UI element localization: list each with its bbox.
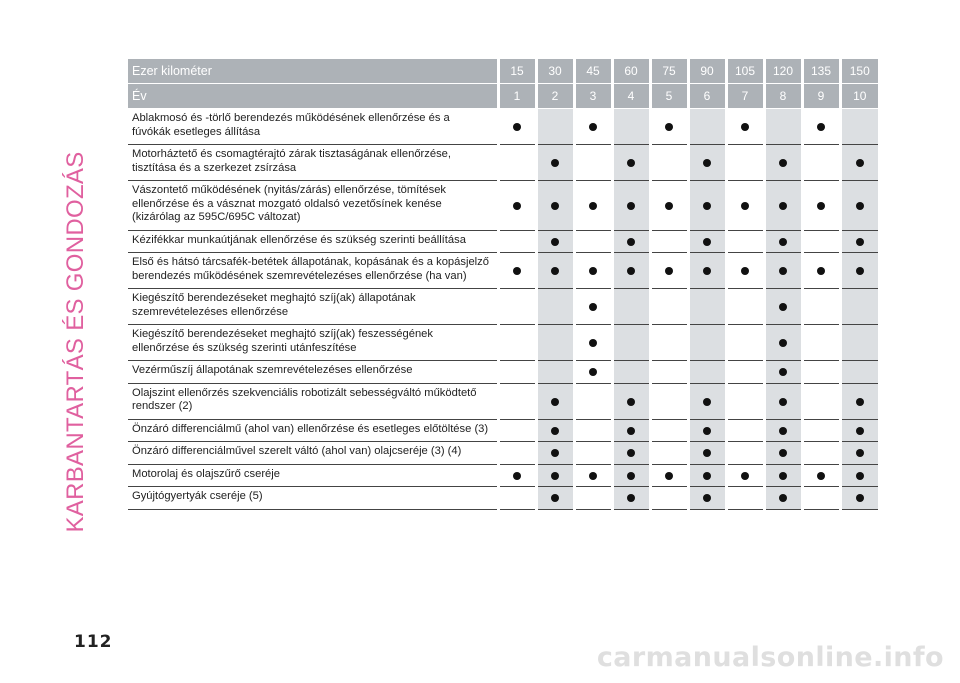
interval-cell — [612, 361, 650, 384]
check-dot-icon — [627, 427, 635, 435]
interval-cell — [802, 230, 840, 253]
section-title: KARBANTARTÁS ÉS GONDOZÁS — [62, 151, 89, 533]
table-row — [128, 109, 878, 145]
task-description: Első és hátsó tárcsafék-betétek állapotának, kopásának és a kopásjelző berendezés működésének szemrevételezéses ellenőrzése (ha van) — [128, 253, 498, 289]
interval-cell — [498, 419, 536, 442]
check-dot-icon — [856, 427, 864, 435]
interval-cell — [498, 253, 536, 289]
km-header-105: 105 — [726, 59, 764, 84]
task-description: Kiegészítő berendezéseket meghajtó szíj(ak) állapotának szemrevételezéses ellenőrzése — [128, 289, 498, 325]
interval-cell — [536, 383, 574, 419]
interval-cell — [840, 383, 878, 419]
year-header-3: 3 — [574, 84, 612, 109]
check-dot-icon — [741, 123, 749, 131]
table-row — [128, 464, 878, 487]
km-header-label: Ezer kilométer — [128, 59, 498, 84]
task-description: Vászontető működésének (nyitás/zárás) ellenőrzése, tömítések ellenőrzése és a vásznat mozgató oldalsó vezetősínek kenése (kizárólag az 595C/695C változat) — [128, 181, 498, 231]
interval-cell — [612, 487, 650, 510]
interval-cell — [574, 361, 612, 384]
interval-cell — [688, 145, 726, 181]
task-description: Önzáró differenciálmű (ahol van) ellenőrzése és esetleges előtöltése (3) — [128, 419, 498, 442]
table-row — [128, 181, 878, 231]
interval-cell — [840, 253, 878, 289]
interval-cell — [612, 253, 650, 289]
interval-cell — [574, 230, 612, 253]
interval-cell — [726, 230, 764, 253]
interval-cell — [498, 145, 536, 181]
interval-cell — [840, 442, 878, 465]
check-dot-icon — [779, 398, 787, 406]
table-row — [128, 145, 878, 181]
table-row — [128, 383, 878, 419]
check-dot-icon — [856, 267, 864, 275]
interval-cell — [840, 419, 878, 442]
interval-cell — [764, 230, 802, 253]
interval-cell — [536, 145, 574, 181]
task-description: Vezérműszíj állapotának szemrevételezéses ellenőrzése — [128, 361, 498, 384]
interval-cell — [498, 442, 536, 465]
interval-cell — [726, 464, 764, 487]
interval-cell — [840, 109, 878, 145]
task-description: Önzáró differenciálművel szerelt váltó (ahol van) olajcseréje (3) (4) — [128, 442, 498, 465]
interval-cell — [498, 487, 536, 510]
check-dot-icon — [551, 238, 559, 246]
task-description: Kiegészítő berendezéseket meghajtó szíj(ak) feszességének ellenőrzése és szükség szerinti utánfeszítése — [128, 325, 498, 361]
check-dot-icon — [589, 267, 597, 275]
check-dot-icon — [779, 494, 787, 502]
interval-cell — [536, 442, 574, 465]
check-dot-icon — [703, 494, 711, 502]
interval-cell — [688, 383, 726, 419]
interval-cell — [764, 325, 802, 361]
schedule-body — [128, 109, 878, 510]
interval-cell — [650, 464, 688, 487]
check-dot-icon — [589, 202, 597, 210]
interval-cell — [574, 383, 612, 419]
km-header-135: 135 — [802, 59, 840, 84]
interval-cell — [574, 289, 612, 325]
interval-cell — [536, 361, 574, 384]
interval-cell — [802, 383, 840, 419]
table-row — [128, 289, 878, 325]
km-header-15: 15 — [498, 59, 536, 84]
interval-cell — [650, 109, 688, 145]
interval-cell — [764, 383, 802, 419]
check-dot-icon — [779, 202, 787, 210]
check-dot-icon — [627, 472, 635, 480]
check-dot-icon — [856, 494, 864, 502]
task-description: Gyújtógyertyák cseréje (5) — [128, 487, 498, 510]
interval-cell — [726, 253, 764, 289]
interval-cell — [650, 289, 688, 325]
check-dot-icon — [513, 267, 521, 275]
interval-cell — [688, 361, 726, 384]
interval-cell — [574, 325, 612, 361]
interval-cell — [840, 361, 878, 384]
check-dot-icon — [817, 267, 825, 275]
year-header-5: 5 — [650, 84, 688, 109]
interval-cell — [536, 325, 574, 361]
table-row — [128, 253, 878, 289]
interval-cell — [688, 419, 726, 442]
interval-cell — [802, 464, 840, 487]
interval-cell — [802, 419, 840, 442]
task-description: Kézifékkar munkaútjának ellenőrzése és szükség szerinti beállítása — [128, 230, 498, 253]
km-header-45: 45 — [574, 59, 612, 84]
interval-cell — [840, 289, 878, 325]
interval-cell — [536, 181, 574, 231]
interval-cell — [802, 109, 840, 145]
task-description: Ablakmosó és -törlő berendezés működésének ellenőrzése és a fúvókák esetleges állítása — [128, 109, 498, 145]
check-dot-icon — [551, 267, 559, 275]
interval-cell — [574, 145, 612, 181]
check-dot-icon — [627, 238, 635, 246]
interval-cell — [498, 289, 536, 325]
interval-cell — [726, 419, 764, 442]
check-dot-icon — [551, 472, 559, 480]
interval-cell — [498, 230, 536, 253]
interval-cell — [650, 442, 688, 465]
check-dot-icon — [627, 494, 635, 502]
interval-cell — [650, 383, 688, 419]
interval-cell — [726, 325, 764, 361]
check-dot-icon — [551, 202, 559, 210]
check-dot-icon — [551, 159, 559, 167]
check-dot-icon — [856, 449, 864, 457]
check-dot-icon — [703, 427, 711, 435]
interval-cell — [840, 145, 878, 181]
table-row — [128, 419, 878, 442]
interval-cell — [612, 419, 650, 442]
check-dot-icon — [856, 472, 864, 480]
interval-cell — [574, 419, 612, 442]
interval-cell — [688, 289, 726, 325]
interval-cell — [612, 325, 650, 361]
interval-cell — [764, 289, 802, 325]
page-number: 112 — [74, 632, 113, 652]
km-header-75: 75 — [650, 59, 688, 84]
interval-cell — [498, 109, 536, 145]
interval-cell — [726, 442, 764, 465]
check-dot-icon — [589, 303, 597, 311]
check-dot-icon — [856, 398, 864, 406]
check-dot-icon — [627, 449, 635, 457]
check-dot-icon — [665, 472, 673, 480]
check-dot-icon — [627, 202, 635, 210]
task-description: Olajszint ellenőrzés szekvenciális robotizált sebességváltó működtető rendszer (2) — [128, 383, 498, 419]
interval-cell — [536, 419, 574, 442]
interval-cell — [726, 361, 764, 384]
interval-cell — [802, 442, 840, 465]
interval-cell — [726, 181, 764, 231]
interval-cell — [688, 230, 726, 253]
interval-cell — [840, 325, 878, 361]
check-dot-icon — [856, 202, 864, 210]
interval-cell — [574, 464, 612, 487]
interval-cell — [650, 181, 688, 231]
check-dot-icon — [779, 472, 787, 480]
interval-cell — [726, 383, 764, 419]
interval-cell — [840, 230, 878, 253]
interval-cell — [802, 145, 840, 181]
interval-cell — [840, 487, 878, 510]
check-dot-icon — [817, 202, 825, 210]
interval-cell — [536, 289, 574, 325]
interval-cell — [840, 464, 878, 487]
km-header-90: 90 — [688, 59, 726, 84]
interval-cell — [612, 464, 650, 487]
interval-cell — [688, 181, 726, 231]
interval-cell — [726, 289, 764, 325]
interval-cell — [764, 442, 802, 465]
interval-cell — [612, 289, 650, 325]
table-row — [128, 442, 878, 465]
interval-cell — [574, 487, 612, 510]
year-header-row — [128, 84, 878, 109]
check-dot-icon — [703, 267, 711, 275]
interval-cell — [650, 419, 688, 442]
interval-cell — [764, 361, 802, 384]
check-dot-icon — [703, 472, 711, 480]
interval-cell — [726, 487, 764, 510]
interval-cell — [536, 109, 574, 145]
interval-cell — [612, 109, 650, 145]
interval-cell — [764, 464, 802, 487]
interval-cell — [574, 109, 612, 145]
check-dot-icon — [741, 267, 749, 275]
table-row — [128, 230, 878, 253]
interval-cell — [498, 383, 536, 419]
check-dot-icon — [779, 339, 787, 347]
year-header-1: 1 — [498, 84, 536, 109]
check-dot-icon — [817, 472, 825, 480]
interval-cell — [612, 181, 650, 231]
check-dot-icon — [589, 339, 597, 347]
check-dot-icon — [513, 472, 521, 480]
table-row — [128, 361, 878, 384]
interval-cell — [688, 325, 726, 361]
check-dot-icon — [513, 123, 521, 131]
check-dot-icon — [856, 238, 864, 246]
check-dot-icon — [665, 267, 673, 275]
table-row — [128, 325, 878, 361]
interval-cell — [612, 145, 650, 181]
interval-cell — [764, 181, 802, 231]
interval-cell — [688, 253, 726, 289]
interval-cell — [498, 464, 536, 487]
check-dot-icon — [856, 159, 864, 167]
check-dot-icon — [779, 368, 787, 376]
km-header-row — [128, 59, 878, 84]
interval-cell — [802, 181, 840, 231]
check-dot-icon — [779, 449, 787, 457]
interval-cell — [840, 181, 878, 231]
check-dot-icon — [589, 472, 597, 480]
interval-cell — [688, 442, 726, 465]
check-dot-icon — [551, 398, 559, 406]
interval-cell — [536, 253, 574, 289]
check-dot-icon — [741, 472, 749, 480]
check-dot-icon — [779, 427, 787, 435]
interval-cell — [536, 487, 574, 510]
interval-cell — [650, 361, 688, 384]
check-dot-icon — [779, 267, 787, 275]
interval-cell — [574, 253, 612, 289]
interval-cell — [726, 145, 764, 181]
interval-cell — [764, 109, 802, 145]
interval-cell — [764, 419, 802, 442]
year-header-8: 8 — [764, 84, 802, 109]
km-header-60: 60 — [612, 59, 650, 84]
check-dot-icon — [627, 159, 635, 167]
check-dot-icon — [665, 123, 673, 131]
interval-cell — [498, 325, 536, 361]
interval-cell — [650, 230, 688, 253]
interval-cell — [612, 230, 650, 253]
interval-cell — [498, 181, 536, 231]
interval-cell — [612, 383, 650, 419]
table-row — [128, 487, 878, 510]
year-header-4: 4 — [612, 84, 650, 109]
interval-cell — [802, 325, 840, 361]
task-description: Motorolaj és olajszűrő cseréje — [128, 464, 498, 487]
year-header-2: 2 — [536, 84, 574, 109]
interval-cell — [764, 253, 802, 289]
check-dot-icon — [551, 449, 559, 457]
interval-cell — [650, 253, 688, 289]
km-header-120: 120 — [764, 59, 802, 84]
interval-cell — [650, 487, 688, 510]
year-header-9: 9 — [802, 84, 840, 109]
interval-cell — [498, 361, 536, 384]
interval-cell — [574, 181, 612, 231]
year-header-6: 6 — [688, 84, 726, 109]
check-dot-icon — [589, 368, 597, 376]
km-header-30: 30 — [536, 59, 574, 84]
interval-cell — [802, 361, 840, 384]
interval-cell — [802, 487, 840, 510]
interval-cell — [688, 487, 726, 510]
check-dot-icon — [703, 238, 711, 246]
check-dot-icon — [779, 159, 787, 167]
year-header-7: 7 — [726, 84, 764, 109]
interval-cell — [536, 464, 574, 487]
interval-cell — [688, 464, 726, 487]
check-dot-icon — [627, 398, 635, 406]
check-dot-icon — [741, 202, 749, 210]
interval-cell — [688, 109, 726, 145]
check-dot-icon — [779, 303, 787, 311]
interval-cell — [802, 253, 840, 289]
check-dot-icon — [551, 494, 559, 502]
task-description: Motorháztető és csomagtérajtó zárak tisztaságának ellenőrzése, tisztítása és a szerkezet zsírzása — [128, 145, 498, 181]
check-dot-icon — [703, 398, 711, 406]
interval-cell — [726, 109, 764, 145]
year-header-10: 10 — [840, 84, 878, 109]
check-dot-icon — [703, 159, 711, 167]
interval-cell — [802, 289, 840, 325]
interval-cell — [536, 230, 574, 253]
check-dot-icon — [589, 123, 597, 131]
watermark: carmanualsonline.info — [596, 642, 944, 673]
interval-cell — [764, 487, 802, 510]
check-dot-icon — [779, 238, 787, 246]
interval-cell — [574, 442, 612, 465]
interval-cell — [650, 145, 688, 181]
maintenance-schedule-table — [128, 59, 878, 510]
check-dot-icon — [627, 267, 635, 275]
check-dot-icon — [703, 202, 711, 210]
check-dot-icon — [665, 202, 673, 210]
interval-cell — [650, 325, 688, 361]
year-header-label: Év — [128, 84, 498, 109]
check-dot-icon — [817, 123, 825, 131]
interval-cell — [764, 145, 802, 181]
check-dot-icon — [513, 202, 521, 210]
interval-cell — [612, 442, 650, 465]
km-header-150: 150 — [840, 59, 878, 84]
check-dot-icon — [551, 427, 559, 435]
check-dot-icon — [703, 449, 711, 457]
